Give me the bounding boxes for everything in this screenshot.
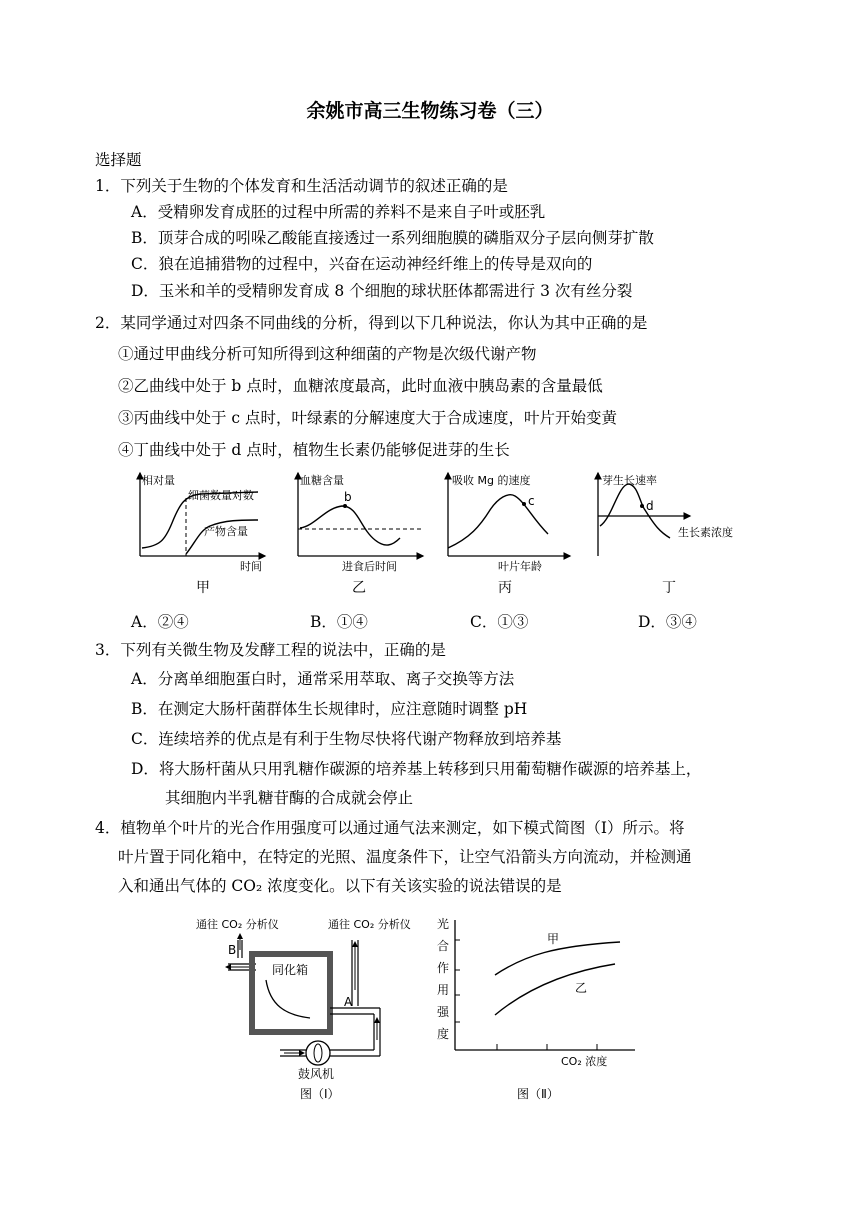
q2-option-b: B．①④	[310, 613, 368, 631]
fig1-label-out: 通往 CO₂ 分析仪	[196, 918, 279, 931]
q2-option-c: C．①③	[470, 613, 529, 631]
q3-option-c: C．连续培养的优点是有利于生物尽快将代谢产物释放到培养基	[131, 730, 562, 748]
fig2-xlabel: CO₂ 浓度	[561, 1055, 608, 1068]
fig2-ylabel-6: 度	[437, 1027, 450, 1041]
ding-caption: 丁	[662, 580, 676, 596]
q2-graphs	[130, 468, 770, 603]
fig1-blower-label: 鼓风机	[298, 1067, 335, 1081]
q3-option-a: A．分离单细胞蛋白时，通常采用萃取、离子交换等方法	[131, 670, 515, 688]
fig1-box-label: 同化箱	[272, 963, 309, 977]
yi-ylabel: 血糖含量	[300, 474, 344, 487]
fig2-ylabel-2: 合	[437, 939, 450, 953]
fig2-caption: 图（Ⅱ）	[517, 1087, 559, 1101]
fig2-ylabel-1: 光	[437, 917, 450, 931]
fig2-curve1-label: 甲	[547, 932, 560, 946]
q4-stem-line3: 入和通出气体的 CO₂ 浓度变化。以下有关该实验的说法错误的是	[118, 877, 562, 895]
jia-curve2-label: 产物含量	[204, 525, 248, 538]
q4-stem-line2: 叶片置于同化箱中，在特定的光照、温度条件下，让空气沿箭头方向流动，并检测通	[118, 848, 692, 866]
section-heading: 选择题	[95, 151, 142, 169]
bing-point-c: c	[528, 494, 535, 508]
fig2-curve2-label: 乙	[575, 981, 588, 995]
q2-statement-2: ②乙曲线中处于 b 点时，血糖浓度最高，此时血液中胰岛素的含量最低	[118, 377, 603, 395]
q1-option-c: C．狼在追捕猎物的过程中，兴奋在运动神经纤维上的传导是双向的	[131, 255, 593, 273]
jia-curve1-label: 细菌数量对数	[188, 489, 254, 502]
graph-bing	[448, 473, 570, 596]
fig2-chart	[435, 910, 655, 1105]
fig2-ylabel-4: 用	[437, 983, 450, 997]
q2-option-a: A．②④	[131, 613, 189, 631]
q2-statement-4: ④丁曲线中处于 d 点时，植物生长素仍能够促进芽的生长	[118, 441, 510, 459]
fig1-label-A: A	[344, 995, 353, 1009]
ding-xlabel: 生长素浓度	[678, 526, 733, 539]
q1-option-a: A．受精卵发育成胚的过程中所需的养料不是来自子叶或胚乳	[131, 203, 546, 221]
yi-xlabel: 进食后时间	[342, 560, 397, 573]
fig1-apparatus	[190, 910, 430, 1105]
fig1-caption: 图（Ⅰ）	[300, 1087, 340, 1101]
yi-caption: 乙	[352, 580, 366, 596]
q2-statement-1: ①通过甲曲线分析可知所得到这种细菌的产物是次级代谢产物	[118, 345, 537, 363]
q1-option-d: D．玉米和羊的受精卵发育成 8 个细胞的球状胚体都需进行 3 次有丝分裂	[131, 282, 633, 300]
jia-ylabel: 相对量	[142, 474, 175, 487]
fig2-ylabel-5: 强	[437, 1005, 450, 1019]
bing-caption: 丙	[498, 580, 512, 596]
q2-option-d: D．③④	[638, 613, 697, 631]
q1-stem: 1．下列关于生物的个体发育和生活活动调节的叙述正确的是	[95, 177, 508, 195]
bing-xlabel: 叶片年龄	[498, 560, 542, 573]
ding-ylabel: 芽生长速率	[602, 474, 657, 487]
fig1-label-B: B	[228, 943, 237, 957]
graph-yi	[298, 473, 423, 596]
page-title: 余姚市高三生物练习卷（三）	[306, 100, 554, 122]
q4-stem-line1: 4．植物单个叶片的光合作用强度可以通过通气法来测定，如下模式简图（Ⅰ）所示。将	[95, 819, 685, 837]
q3-stem: 3．下列有关微生物及发酵工程的说法中，正确的是	[95, 641, 446, 659]
q3-option-b: B．在测定大肠杆菌群体生长规律时，应注意随时调整 pH	[131, 700, 528, 718]
yi-point-b: b	[344, 490, 352, 504]
jia-caption: 甲	[196, 580, 210, 596]
fig1-label-in: 通往 CO₂ 分析仪	[328, 918, 411, 931]
q1-option-b: B．顶芽合成的吲哚乙酸能直接透过一系列细胞膜的磷脂双分子层向侧芽扩散	[131, 229, 654, 247]
fig2-ylabel-3: 作	[437, 961, 450, 975]
q3-option-d: D．将大肠杆菌从只用乳糖作碳源的培养基上转移到只用葡萄糖作碳源的培养基上，	[131, 760, 702, 778]
graph-jia	[140, 473, 265, 596]
bing-ylabel: 吸收 Mg 的速度	[452, 474, 531, 487]
jia-xlabel: 时间	[240, 560, 262, 573]
ding-point-d: d	[646, 499, 654, 513]
q2-statement-3: ③丙曲线中处于 c 点时，叶绿素的分解速度大于合成速度，叶片开始变黄	[118, 409, 618, 427]
graph-ding	[598, 473, 733, 596]
q3-option-d-cont: 其细胞内半乳糖苷酶的合成就会停止	[165, 789, 414, 807]
q2-stem: 2．某同学通过对四条不同曲线的分析，得到以下几种说法，你认为其中正确的是	[95, 314, 648, 332]
